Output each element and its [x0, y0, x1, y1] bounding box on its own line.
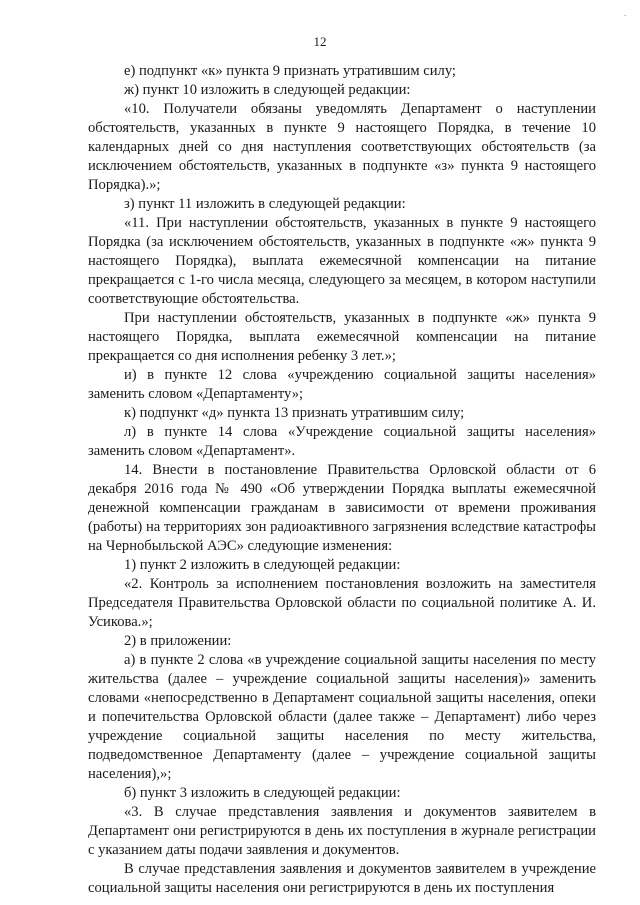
- page-number: 12: [313, 34, 327, 49]
- paragraph: «3. В случае представления заявления и документов заявителем в Департамент они регистрируются в день их поступления в журнале регистрации с указанием даты подачи заявления и документов.: [88, 804, 596, 858]
- paragraph: В случае представления заявления и документов заявителем в учреждение социальной защиты населения они регистрируются в день их поступления: [88, 861, 596, 896]
- paragraph: «10. Получатели обязаны уведомлять Департамент о наступлении обстоятельств, указанных в пункте 9 настоящего Порядка, в течение 10 календарных дней со дня наступления соответствующих обстоятельств (за исключением обстоятельств, указанных в подпункте «з» пункта 9 настоящего Порядка).»;: [88, 101, 596, 193]
- paragraph: и) в пункте 12 слова «учреждению социальной защиты населения» заменить словом «Департаменту»;: [88, 367, 596, 402]
- paragraph: б) пункт 3 изложить в следующей редакции:: [124, 785, 401, 801]
- paragraph: 2) в приложении:: [124, 633, 232, 649]
- paragraph: При наступлении обстоятельств, указанных в подпункте «ж» пункта 9 настоящего Порядка, выплата ежемесячной компенсации на питание прекращается со дня исполнения ребенку 3 лет.»;: [88, 310, 596, 364]
- paragraph: е) подпункт «к» пункта 9 признать утратившим силу;: [124, 63, 456, 79]
- paragraph: 14. Внести в постановление Правительства Орловской области от 6 декабря 2016 года № 490 «Об утверждении Порядка выплаты ежемесячной денежной компенсации гражданам в зависимости от времени проживания (работы) на территориях зон радиоактивного загрязнения вследствие катастрофы на Чернобыльской АЭС» следующие изменения:: [88, 462, 596, 554]
- paragraph: «2. Контроль за исполнением постановления возложить на заместителя Председателя Правительства Орловской области по социальной политике А. И. Усикова.»;: [88, 576, 596, 630]
- paragraph: к) подпункт «д» пункта 13 признать утратившим силу;: [124, 405, 465, 421]
- corner-mark: .: [624, 8, 627, 18]
- paragraph: ж) пункт 10 изложить в следующей редакции:: [124, 82, 411, 98]
- paragraph: «11. При наступлении обстоятельств, указанных в пункте 9 настоящего Порядка (за исключением обстоятельств, указанных в подпункте «ж» пункта 9 настоящего Порядка), выплата ежемесячной компенсации на питание прекращается с 1-го числа месяца, следующего за месяцем, в котором наступили соответствующие обстоятельства.: [88, 215, 596, 307]
- paragraph: з) пункт 11 изложить в следующей редакции:: [124, 196, 406, 212]
- paragraph: 1) пункт 2 изложить в следующей редакции:: [124, 557, 401, 573]
- document-body: [88, 62, 596, 898]
- paragraph: а) в пункте 2 слова «в учреждение социальной защиты населения по месту жительства (далее – учреждение социальной защиты населения)» заменить словами «непосредственно в Департамент социальной защиты населения, опеки и попечительства Орловской области (далее также – Департамент) либо через учреждение социальной защиты населения по месту жительства, подведомственное Департаменту (далее – учреждение социальной защиты населения),»;: [88, 652, 596, 782]
- paragraph: л) в пункте 14 слова «Учреждение социальной защиты населения» заменить словом «Департамент».: [88, 424, 596, 459]
